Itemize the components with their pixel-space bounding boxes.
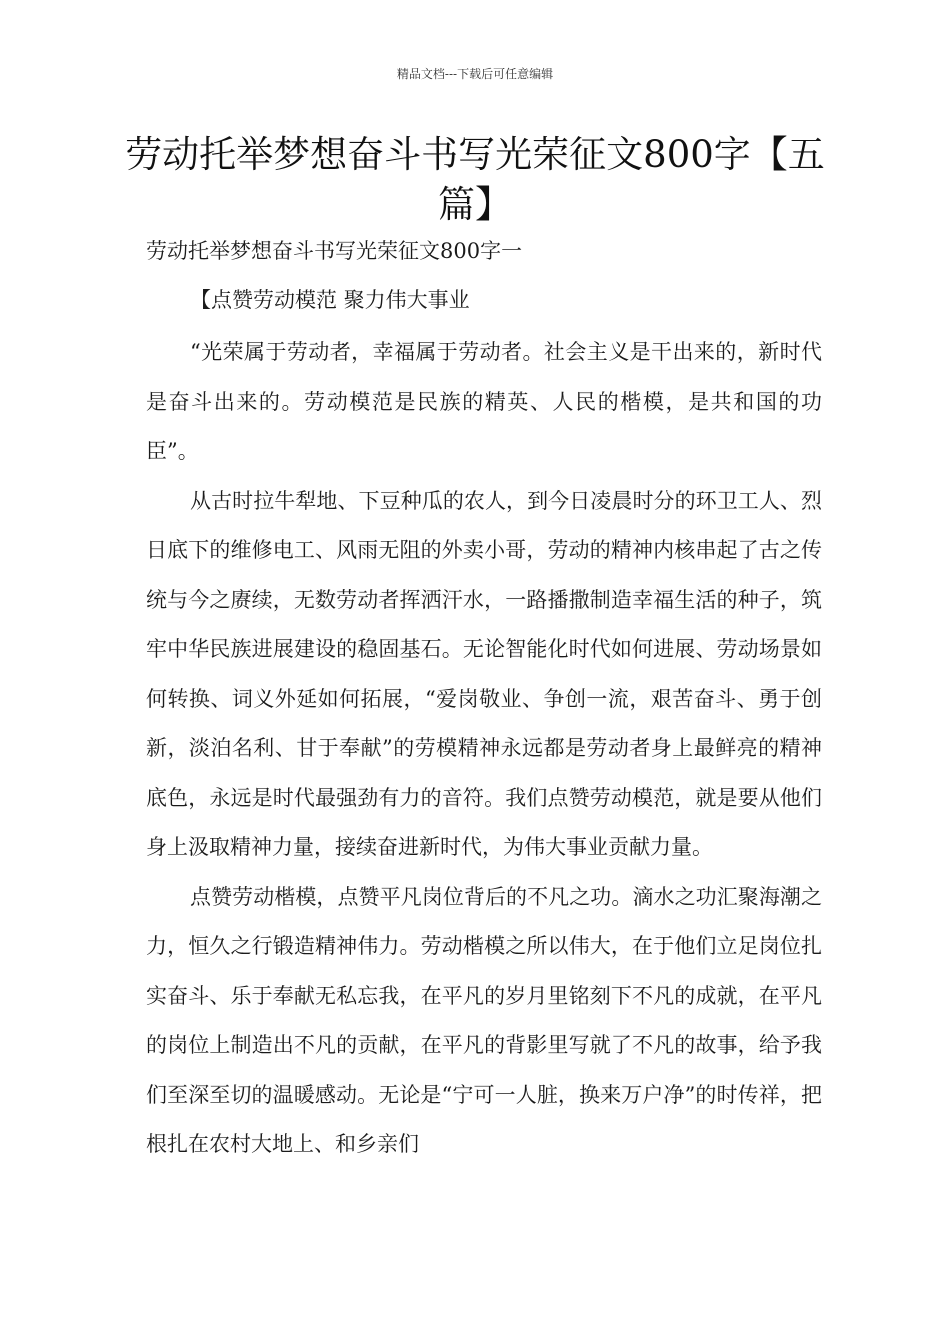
document-body (146, 328, 822, 1170)
paragraph: 从古时拉牛犁地、下豆种瓜的农人，到今日凌晨时分的环卫工人、烈日底下的维修电工、风雨无阻的外卖小哥，劳动的精神内核串起了古之传统与今之赓续，无数劳动者挥洒汗水，一路播撒制造幸福生活的种子，筑牢中华民族进展建设的稳固基石。无论智能化时代如何进展、劳动场景如何转换、词义外延如何拓展，“爱岗敬业、争创一流，艰苦奋斗、勇于创新，淡泊名利、甘于奉献”的劳模精神永远都是劳动者身上最鲜亮的精神底色，永远是时代最强劲有力的音符。我们点赞劳动模范，就是要从他们身上汲取精神力量，接续奋进新时代，为伟大事业贡献力量。 (146, 488, 822, 859)
document-title: 劳动托举梦想奋斗书写光荣征文800字【五篇】 (125, 133, 825, 226)
document-subtitle: 劳动托举梦想奋斗书写光荣征文800字一 (146, 239, 523, 263)
section-heading: 【点赞劳动模范 聚力伟大事业 (190, 288, 470, 312)
page-header-note: 精品文档---下载后可任意编辑 (396, 67, 554, 81)
paragraph: “光荣属于劳动者，幸福属于劳动者。社会主义是干出来的，新时代是奋斗出来的。劳动模范是民族的精英、人民的楷模，是共和国的功臣”。 (146, 340, 822, 463)
paragraph: 点赞劳动楷模，点赞平凡岗位背后的不凡之功。滴水之功汇聚海潮之力，恒久之行锻造精神伟力。劳动楷模之所以伟大，在于他们立足岗位扎实奋斗、乐于奉献无私忘我，在平凡的岁月里铭刻下不凡的成就，在平凡的岗位上制造出不凡的贡献，在平凡的背影里写就了不凡的故事，给予我们至深至切的温暖感动。无论是“宁可一人脏，换来万户净”的时传祥，把根扎在农村大地上、和乡亲们 (146, 884, 822, 1156)
